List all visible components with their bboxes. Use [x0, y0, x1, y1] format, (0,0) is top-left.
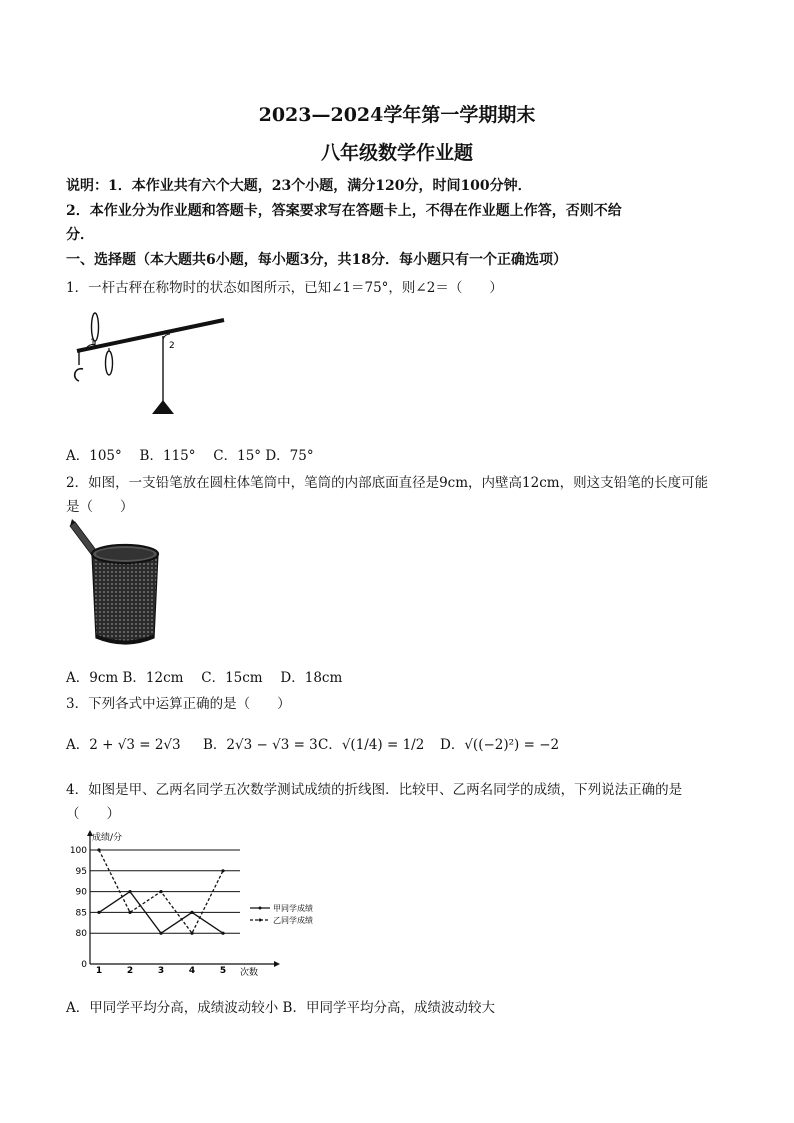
- question-3-option-d: D．√((−2)²) = −2: [440, 737, 560, 753]
- instruction-line-2-cont: 分．: [66, 227, 94, 243]
- legend-marker: [259, 907, 262, 910]
- data-point: [159, 890, 162, 893]
- question-1-options: A．105° B．115° C．15° D．75°: [66, 448, 314, 464]
- question-2-text: 2．如图，一支铅笔放在圆柱体笔筒中，笔筒的内部底面直径是9cm，内壁高12cm，则这支铅笔的长度可能: [66, 475, 709, 491]
- question-2-options: A．9cm B．12cm C．15cm D．18cm: [66, 670, 343, 686]
- section-1-heading: 一、选择题（本大题共6小题，每小题3分，共18分．每小题只有一个正确选项）: [66, 252, 567, 268]
- legend-label: 乙同学成绩: [273, 916, 313, 925]
- data-point: [190, 932, 193, 935]
- pencil-holder-figure: [66, 518, 162, 654]
- data-point: [97, 911, 100, 914]
- question-3-option-b: B．2√3 − √3 = 3: [203, 737, 318, 753]
- question-1-text: 1．一杆古秤在称物时的状态如图所示，已知∠1＝75°，则∠2＝（ ）: [66, 280, 503, 296]
- data-point: [128, 911, 131, 914]
- data-point: [159, 932, 162, 935]
- steelyard-upper-ring: [92, 313, 99, 341]
- data-point: [97, 848, 100, 851]
- y-tick-label: 85: [75, 908, 87, 919]
- y-tick-label: 90: [75, 887, 87, 898]
- angle-1-label: 1: [90, 338, 96, 348]
- steelyard-hook: [75, 369, 83, 381]
- x-tick-label: 5: [219, 966, 227, 976]
- angle-2-label: 2: [169, 341, 175, 351]
- y-tick-label: 100: [69, 846, 87, 856]
- instruction-line-2: 2．本作业分为作业题和答题卡，答案要求写在答题卡上，不得在作业题上作答，否则不给: [66, 203, 622, 219]
- y-axis-label: 成绩/分: [92, 833, 123, 843]
- x-axis-label: 次数: [240, 968, 259, 978]
- legend-marker: [259, 919, 262, 922]
- data-point: [190, 911, 193, 914]
- y-tick-label: 80: [75, 929, 87, 940]
- steelyard-figure: [62, 303, 234, 419]
- y-tick-label: 0: [81, 960, 87, 970]
- score-line-chart: [64, 828, 344, 978]
- exam-subtitle: 八年级数学作业题: [320, 142, 473, 164]
- steelyard-lower-ring: [106, 351, 113, 375]
- question-4-text: 4．如图是甲、乙两名同学五次数学测试成绩的折线图．比较甲、乙两名同学的成绩，下列说法正确的是: [66, 782, 683, 798]
- question-4-text-cont: （ ）: [66, 806, 120, 822]
- question-2-text-cont: 是（ ）: [66, 499, 134, 515]
- question-3-option-c: C．√(1/4) = 1/2: [318, 737, 425, 753]
- data-point: [221, 932, 224, 935]
- exam-title: 2023—2024学年第一学期期末: [258, 104, 536, 126]
- question-3-option-a: A．2 + √3 = 2√3: [66, 737, 181, 753]
- instruction-line-1: 说明：1．本作业共有六个大题，23个小题，满分120分，时间100分钟．: [66, 178, 532, 194]
- weight-triangle: [152, 400, 174, 414]
- x-axis-arrow: [274, 961, 280, 967]
- x-tick-label: 1: [95, 966, 103, 976]
- legend-label: 甲同学成绩: [273, 904, 313, 913]
- question-3-text: 3．下列各式中运算正确的是（ ）: [66, 696, 291, 712]
- question-4-options: A．甲同学平均分高，成绩波动较小 B．甲同学平均分高，成绩波动较大: [66, 1000, 495, 1016]
- x-tick-label: 3: [157, 966, 165, 976]
- x-tick-label: 2: [126, 966, 134, 976]
- holder-body: [92, 554, 158, 644]
- x-tick-label: 4: [188, 966, 196, 976]
- data-point: [221, 869, 224, 872]
- y-tick-label: 95: [75, 866, 87, 877]
- data-point: [128, 890, 131, 893]
